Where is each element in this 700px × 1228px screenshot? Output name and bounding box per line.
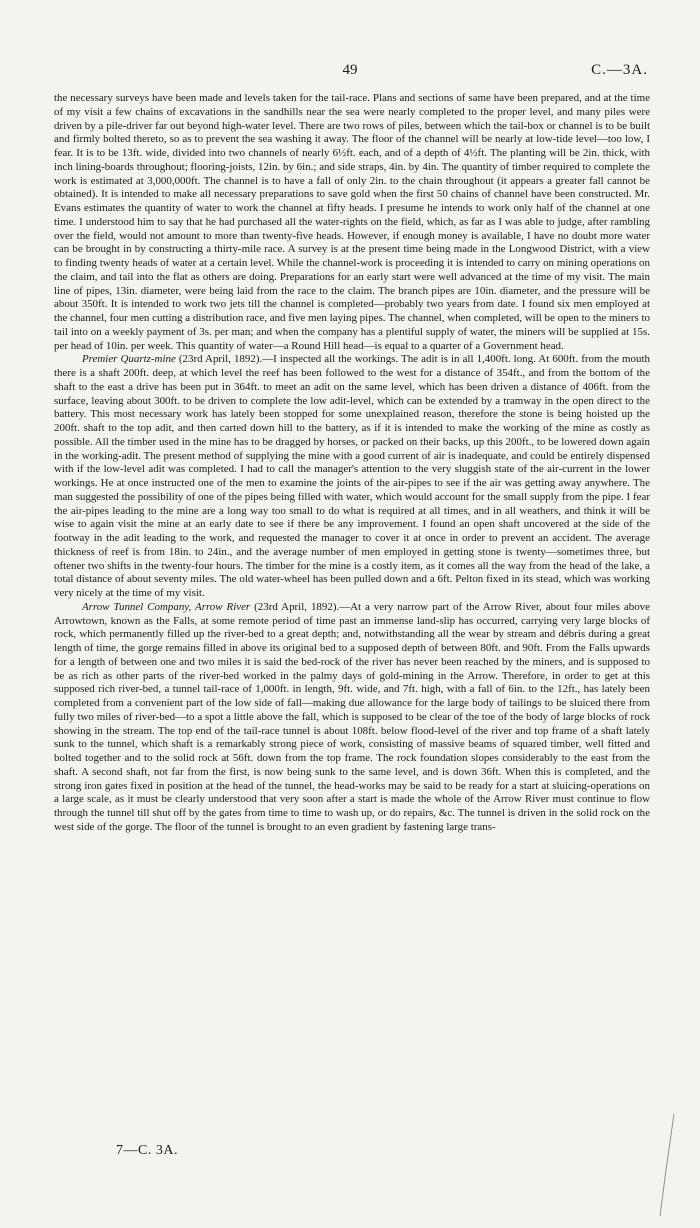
report-body [54,92,650,835]
paragraph-text: (23rd April, 1892).—I inspected all the workings. The adit is in all 1,400ft. long. At 600ft. from the mouth there is a shaft 200ft. deep, at which level the reef has been followed to the west for a distance of 354ft., and from the bottom of the shaft to the east a drive has been put in 364ft. to meet an adit on the same level, which has been driven a distance of 406ft. from the surface, leaving about 300ft. to be driven to complete the low adit-level, which can be extended by a tramway in the open direct to the battery. This most necessary work has lately been stopped for some unexplained reason, therefore the stone is being hoisted up the 200ft. shaft to the top adit, and then carted down hill to the battery, as if it is intended to make the working of the mine as costly as possible. All the timber used in the mine has to be dragged by horses, or packed on their backs, up this 200ft., to be lowered down again in the working-adit. The present method of supplying the mine with a good current of air is inadequate, and could be entirely dispensed with if the low-level adit was completed. I had to call the manager's attention to the very sluggish state of the air-current in the lower workings. He at once instructed one of the men to examine the joints of the air-pipes to see if the air was getting away anywhere. The man suggested the possibility of one of the pipes being filled with water, which would account for the small supply from the pipe. I fear the air-pipes leading to the mine are a long way too small to do what is required at all times, and in all weathers, and think it will be wise to again visit the mine at an early date to see if there be any improvement. I found an open shaft uncovered at the side of the footway in the adit leading to the work, and requested the manager to cover it at once in order to prevent an accident. The average thickness of reef is from 18in. to 24in., and the average number of men employed in getting stone is twenty—sometimes three, but oftener two shifts in the twenty-four hours. The timber for the mine is a costly item, as it comes all the way from the head of the lake, a total distance of about seventy miles. The old water-wheel has been pulled down and a 6ft. Pelton fixed in its stead, which was working very nicely at the time of my visit. [54,353,650,599]
section-heading: Arrow Tunnel Company, Arrow River [82,600,251,613]
page-number: 49 [342,62,358,78]
paragraph-tail-race [54,92,650,353]
paragraph-text: the necessary surveys have been made and levels taken for the tail-race. Plans and sections of same have been prepared, and at the time of my visit a few chains of excavations in the sandhills near the sea were nearly completed to the proper level, and many piles were driven by a pile-driver far out beyond high-water level. There are two rows of piles, between which the tail-box or channel is to be built and firmly bolted thereto, so as to prevent the sea washing it away. The floor of the channel will be nearly at low-tide level—too low, I fear. It is to be 13ft. wide, divided into two channels of nearly 6½ft. each, and of a depth of 4½ft. The planting will be 2in. thick, with inch lining-boards throughout; flooring-joists, 12in. by 6in.; and side straps, 4in. by 4in. The quantity of timber required to complete the work is estimated at 3,000,000ft. The channel is to have a fall of only 2in. to the chain throughout (it appears a greater fall cannot be obtained). It is intended to make all necessary preparations to save gold when the first 50 chains of channel have been constructed. Mr. Evans estimates the quantity of water to work the channel at fifty heads. I presume he intends to work only half of the channel at one time. I understood him to say that he had purchased all the water-rights on the field, which, as far as I was able to judge, after rambling over the field, would not amount to more than twenty-five heads. However, if enough money is available, I have no doubt more water can be brought in by constructing a thirty-mile race. A survey is at the present time being made in the Longwood District, with a view to finding twenty heads of water at a certain level. While the channel-work is proceeding it is intended to carry on mining operations on the claim, and tail into the flat as others are doing. Preparations for an early start were well advanced at the time of my visit. The main line of pipes, 13in. diameter, were being laid from the race to the claim. The branch pipes are 10in. diameter, and the pressure will be about 350ft. It is intended to work two jets till the channel is completed—probably two years from date. I found six men employed at the channel, four men cutting a distribution race, and five men laying pipes. The channel, when completed, will be open to the miners to tail into on a weekly payment of 3s. per man; and when the company has a plentiful supply of water, the miners will be supplied at 15s. per head of 10in. per week. This quantity of water—a Round Hill head—is equal to a quarter of a Government head. [54,92,650,352]
paragraph-premier-quartz-mine [54,353,650,601]
paragraph-arrow-tunnel-company [54,601,650,835]
margin-pencil-mark [652,1110,682,1220]
paragraph-text: (23rd April, 1892).—At a very narrow part of the Arrow River, about four miles above Arrowtown, known as the Falls, at some remote period of time past an immense land-slip has occurred, carrying very large blocks of rock, which permanently filled up the river-bed to a great depth; and, notwithstanding all the wear by stream and débris during a great length of time, the gorge remains filled in above its original bed to a supposed depth of between 80ft. and 90ft. From the Falls upwards for a length of between one and two miles it is said the bed-rock of the river has never been reached by the miners, and is supposed to be as rich as other parts of the river-bed worked in the palmy days of gold-mining in the Arrow. Therefore, in order to get at this supposed rich river-bed, a tunnel tail-race of 1,000ft. in length, 9ft. wide, and 7ft. high, with a fall of 6in. to the 12ft., has lately been completed from a convenient part of the low side of fall—making due allowance for the large body of tailings to be sluiced there from fully two miles of river-bed—to a spot a little above the fall, which is supposed to be clear of the toe of the body of large blocks of rock showing in the stream. The top end of the tail-race tunnel is about 108ft. below flood-level of the river and top frame of a shaft lately sunk to the tunnel, which shaft is a remarkably strong piece of work, consisting of massive beams of squared timber, well fitted and bolted together and to the solid rock at 56ft. down from the top frame. The rock foundation slopes considerably to the east from the shaft. A second shaft, not far from the first, is now being sunk to the same level, and is down 36ft. When this is completed, and the strong iron gates fixed in position at the head of the tunnel, the head-works may be said to be ready for a start at sluicing-operations on a large scale, as it must be clearly understood that very soon after a start is made the whole of the Arrow River must continue to flow through the tunnel till shut off by the gates from time to time to wash up, or do repairs, &c. The tunnel is driven in the solid rock on the west side of the gorge. The floor of the tunnel is brought to an even gradient by fastening large trans- [54,600,650,833]
document-series-code: C.—3A. [591,62,648,78]
section-heading: Premier Quartz-mine [82,353,176,366]
signature-mark: 7—C. 3A. [116,1143,178,1158]
